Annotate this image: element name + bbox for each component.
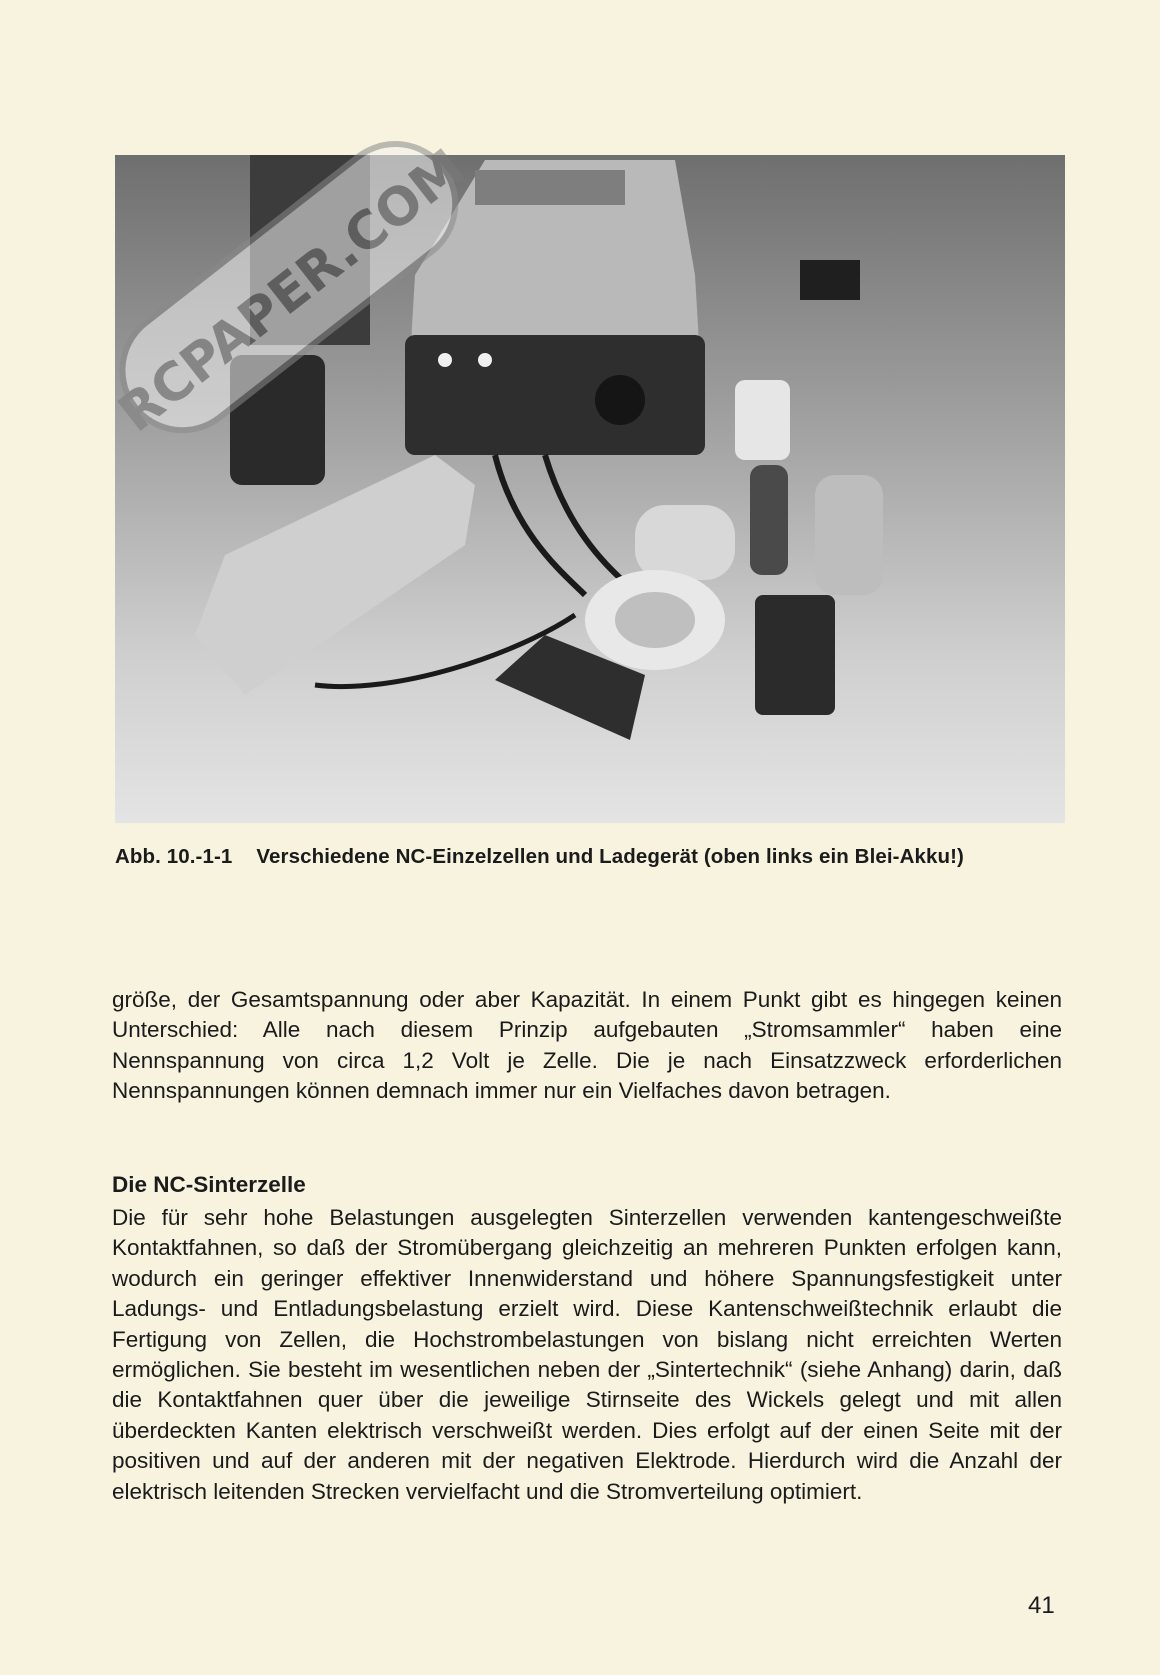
svg-text:RCPAPER.COM: RCPAPER.COM xyxy=(107,138,476,445)
caption-text: Verschiedene NC-Einzelzellen und Ladegerät (oben links ein Blei-Akku!) xyxy=(256,845,964,868)
body-paragraph-1: größe, der Gesamtspannung oder aber Kapazität. In einem Punkt gibt es hingegen keinen Unterschied: Alle nach diesem Prinzip aufgebauten „Stromsammler“ haben eine Nennspannung von circa 1,2 Volt je Zelle. Die je nach Einsatzzweck erforderlichen Nennspannungen können demnach immer nur ein Vielfaches davon betragen. xyxy=(112,987,1062,1104)
caption-number: Abb. 10.-1-1 xyxy=(115,845,233,868)
figure-caption xyxy=(115,845,1065,869)
page-number: 41 xyxy=(1028,1592,1055,1619)
body-paragraph-2: Die für sehr hohe Belastungen ausgelegten Sinterzellen verwenden kantengeschweißte Kontaktfahnen, so daß der Stromübergang gleichzeitig an mehreren Punkten erfolgen kann, wodurch ein geringer effektiver Innenwiderstand und höhere Spannungsfestigkeit unter Ladungs- und Entladungsbelastung erzielt wird. Diese Kantenschweißtechnik erlaubt die Fertigung von Zellen, die Hochstrombelastungen von bislang nicht erreichten Werten ermöglichen. Sie besteht im wesentlichen neben der „Sintertechnik“ (siehe Anhang) darin, daß die Kontaktfahnen quer über die jeweilige Stirnseite des Wickels gelegt und mit allen überdeckten Kanten elektrisch verschweißt werden. Dies erfolgt auf der einen Seite mit der positiven und auf der anderen mit der negativen Elektrode. Hierdurch wird die Anzahl der elektrisch leitenden Strecken vervielfacht und die Stromverteilung optimiert. xyxy=(112,1205,1062,1504)
section-heading: Die NC-Sinterzelle xyxy=(112,1172,306,1197)
watermark-logo-icon xyxy=(80,85,510,505)
